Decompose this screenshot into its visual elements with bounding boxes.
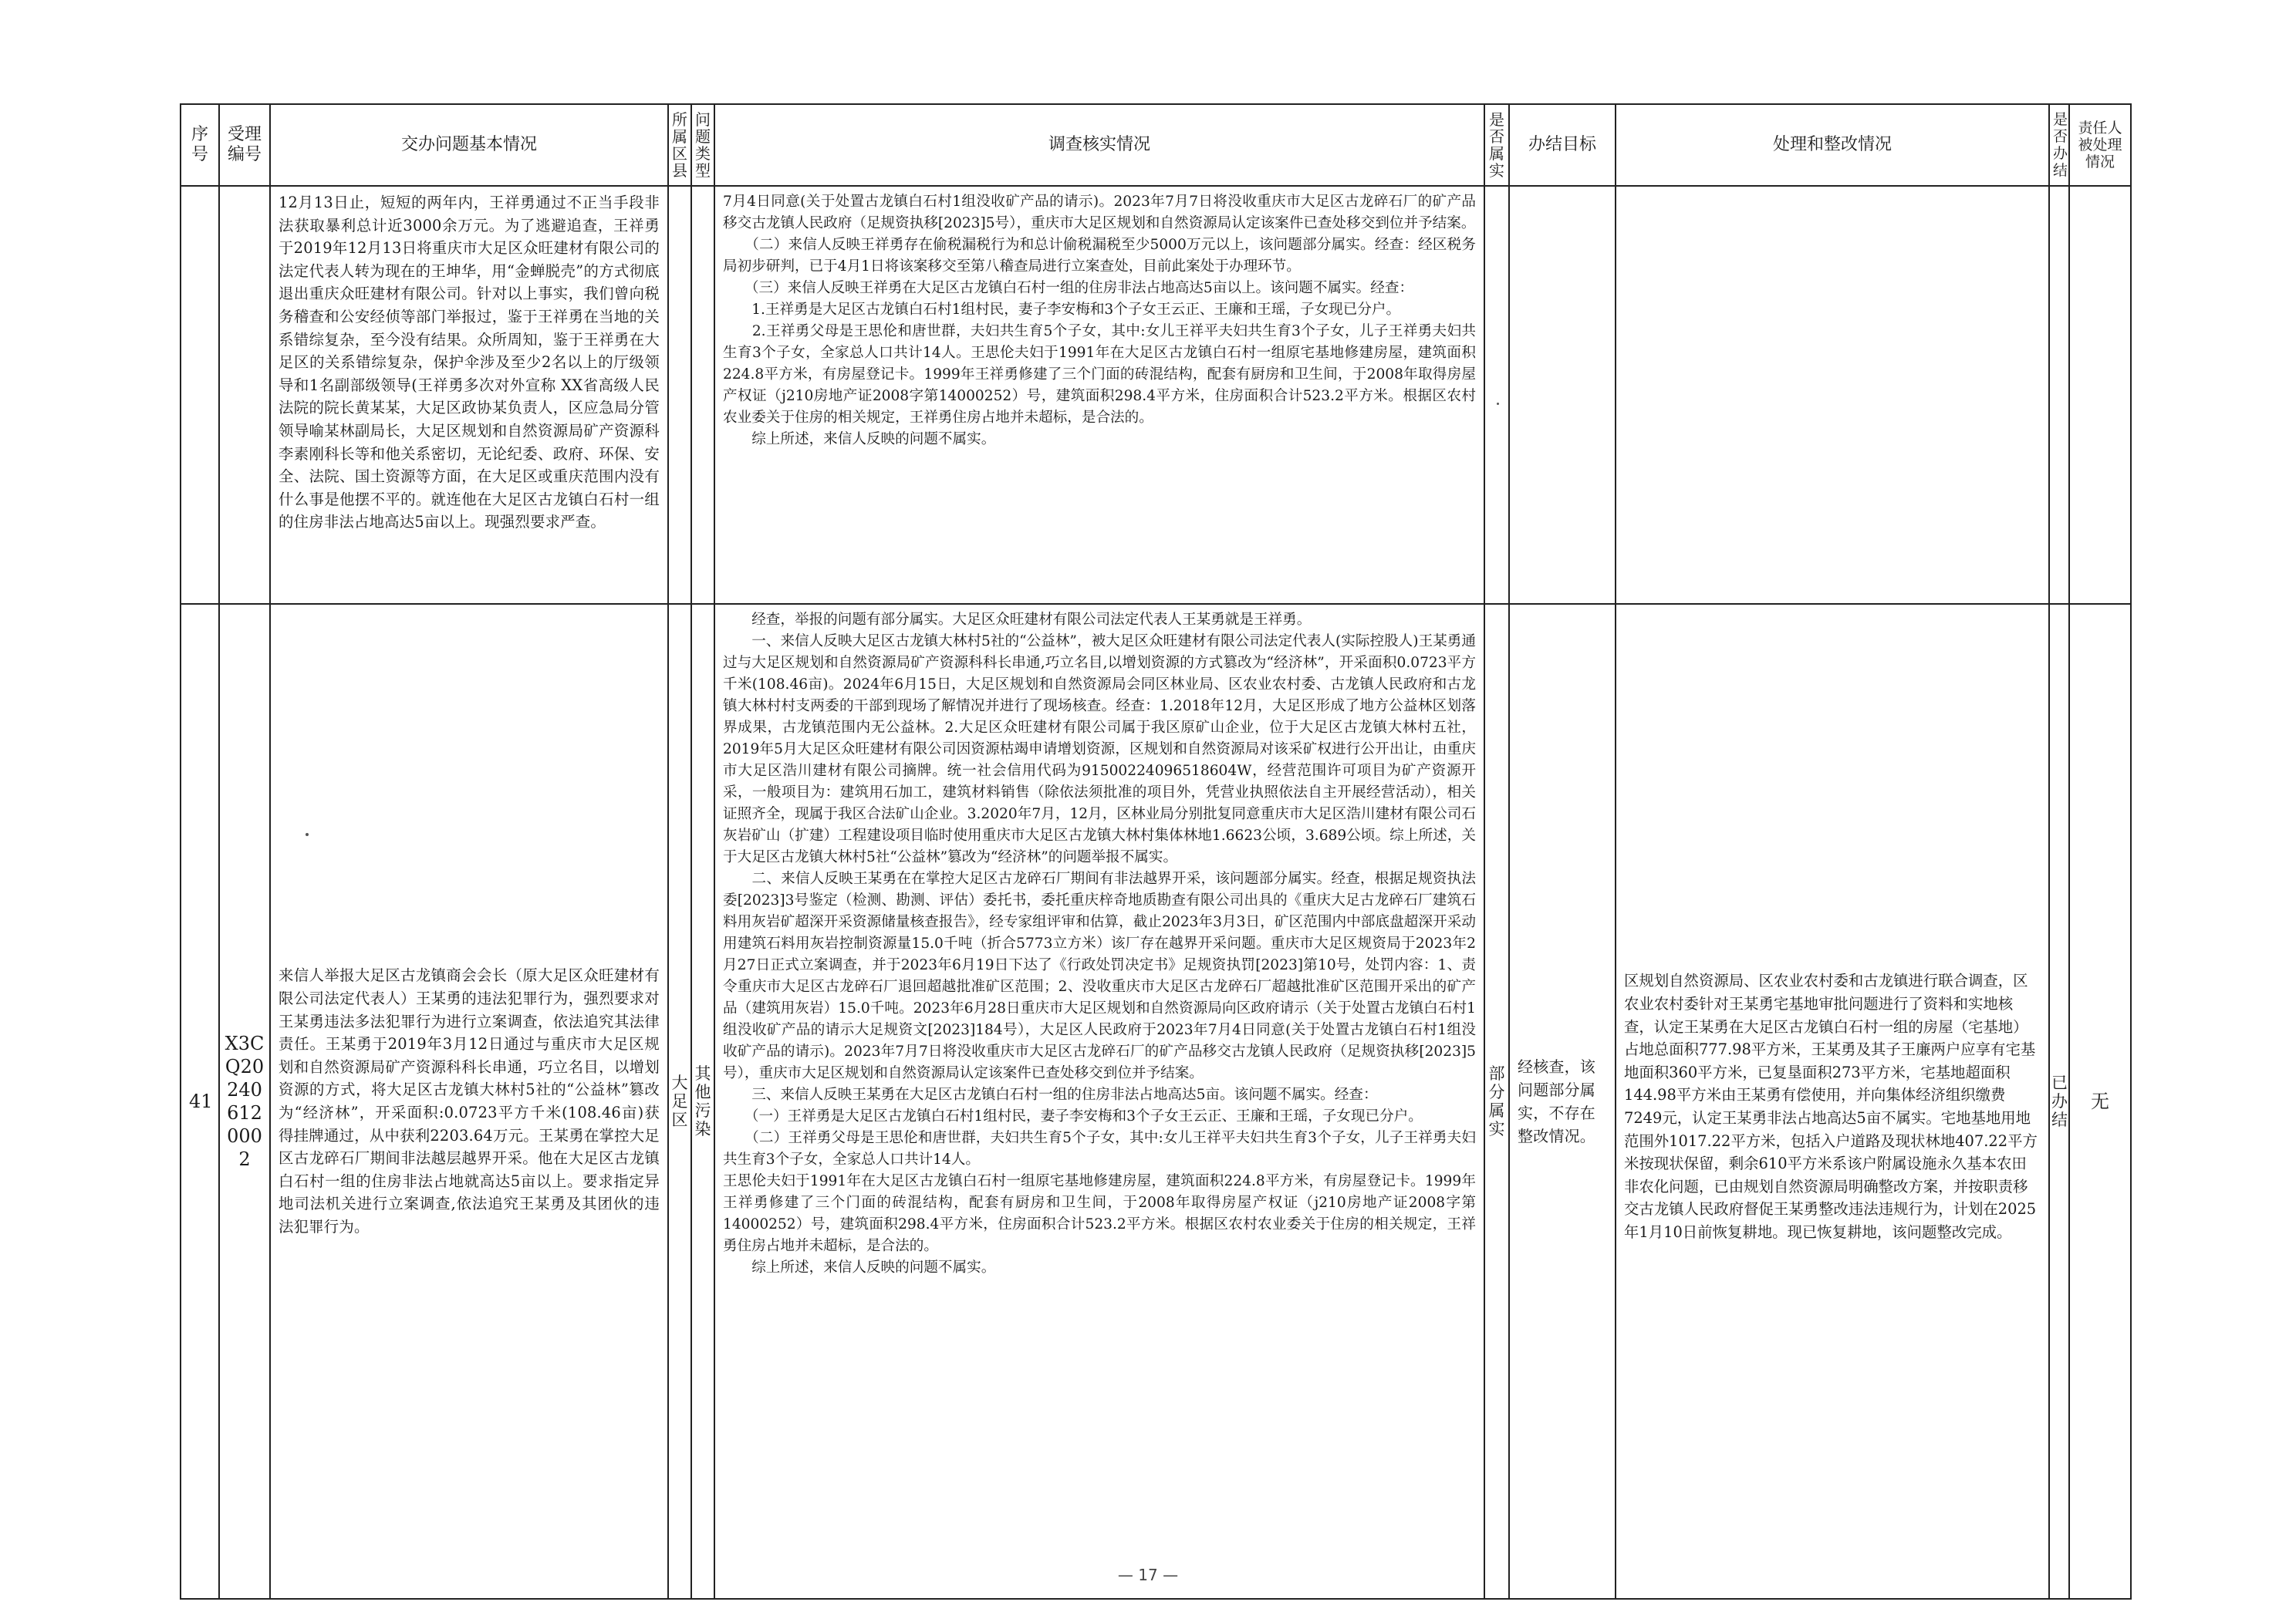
cell-goal: 经核查，该问题部分属实，不存在整改情况。 bbox=[1509, 604, 1616, 1599]
header-verified: 是否属实 bbox=[1484, 104, 1509, 186]
page-number: — 17 — bbox=[1117, 1566, 1179, 1584]
header-district: 所属区县 bbox=[668, 104, 691, 186]
cell-responsible-cont bbox=[2069, 186, 2131, 604]
cell-handling-cont bbox=[1616, 186, 2049, 604]
cell-type-cont bbox=[691, 186, 714, 604]
cell-problem: 来信人举报大足区古龙镇商会会长（原大足区众旺建材有限公司法定代表人）王某勇的违法犯罪行为，强烈要求对王某勇违法多法犯罪行为进行立案调查，依法追究其法律责任。王某勇于2019年3月12日通过与重庆市大足区规划和自然资源局矿产资源科科长串通，巧立名目，以增划资源的方式，将大足区古龙镇大林村5社的“公益林”篡改为“经济林”，开采面积:0.0723平方千米(108.46亩)获得挂牌通过，从中获利2203.64万元。王某勇在掌控大足区古龙碎石厂期间非法越层越界开采。他在大足区古龙镇白石村一组的住房非法占地就高达5亩以上。要求指定异地司法机关进行立案调查,依法追究王某勇及其团伙的违法犯罪行为。 bbox=[270, 604, 668, 1599]
cell-seq: 41 bbox=[181, 604, 219, 1599]
cell-handling: 区规划自然资源局、区农业农村委和古龙镇进行联合调查，区农业农村委针对王某勇宅基地审批问题进行了资料和实地核查，认定王某勇在大足区古龙镇白石村一组的房屋（宅基地）占地总面积777.98平方米，王某勇及其子王廉两户应享有宅基地面积360平方米，已复垦面积273平方米，宅基地超面积144.98平方米由王某勇有偿使用，并向集体经济组织缴费7249元，认定王某勇非法占地高达5亩不属实。宅地基地用地范围外1017.22平方米，包括入户道路及现状林地407.22平方米按现状保留，剩余610平方米系该户附属设施永久基本农田非农化问题，已由规划自然资源局明确整改方案，并按职责移交古龙镇人民政府督促王某勇整改违法违规行为，计划在2025年1月10日前恢复耕地。现已恢复耕地，该问题整改完成。 bbox=[1616, 604, 2049, 1599]
header-problem: 交办问题基本情况 bbox=[270, 104, 668, 186]
scan-speck bbox=[1497, 403, 1499, 405]
header-investigation: 调查核实情况 bbox=[714, 104, 1484, 186]
cell-investigation: 经查，举报的问题有部分属实。大足区众旺建材有限公司法定代表人王某勇就是王祥勇。 一、来信人反映大足区古龙镇大林村5社的“公益林”，被大足区众旺建材有限公司法定代表人(实际控股人)王某勇通过与大足区规划和自然资源局矿产资源科科长串通,巧立名目,以增划资源的方式篡改为“经济林”，开采面积0.0723平方千米(108.46亩)。2024年6月15日，大足区规划和自然资源局会同区林业局、区农业农村委、古龙镇人民政府和古龙镇大林村村支两委的干部到现场了解情况并进行了现场核查。经查：1.2018年12月，大足区形成了地方公益林区划落界成果，古龙镇范围内无公益林。2.大足区众旺建材有限公司属于我区原矿山企业，位于大足区古龙镇大林村五社，2019年5月大足区众旺建材有限公司因资源枯竭申请增划资源，区规划和自然资源局对该采矿权进行公开出让，由重庆市大足区浩川建材有限公司摘牌。统一社会信用代码为91500224096518604W，经营范围许可项目为矿产资源开采，一般项目为：建筑用石加工，建筑材料销售（除依法须批准的项目外，凭营业执照依法自主开展经营活动），相关证照齐全，现属于我区合法矿山企业。3.2020年7月，12月，区林业局分别批复同意重庆市大足区浩川建材有限公司石灰岩矿山（扩建）工程建设项目临时使用重庆市大足区古龙镇大林村集体林地1.6623公顷，3.689公顷。综上所述，关于大足区古龙镇大林村5社“公益林”篡改为“经济林”的问题举报不属实。 二、来信人反映王某勇在在掌控大足区古龙碎石厂期间有非法越界开采，该问题部分属实。经查，根据足规资执法委[2023]3号鉴定（检测、勘测、评估）委托书，委托重庆梓奇地质勘查有限公司出具的《重庆大足古龙碎石厂建筑石料用灰岩矿超深开采资源储量核查报告》，经专家组评审和估算，截止2023年3月3日，矿区范围内中部底盘超深开采动用建筑石料用灰岩控制资源量15.0千吨（折合5773立方米）该厂存在越界开采问题。重庆市大足区规资局于2023年2月27日正式立案调查，并于2023年6月19日下达了《行政处罚决定书》足规资执罚[2023]第10号，处罚内容：1、责令重庆市大足区古龙碎石厂退回超越批准矿区范围；2、没收重庆市大足区古龙碎石厂超越批准矿区范围开采出的矿产品（建筑用灰岩）15.0千吨。2023年6月28日重庆市大足区规划和自然资源局向区政府请示（关于处置古龙镇白石村1组没收矿产品的请示大足规资文[2023]184号），大足区人民政府于2023年7月4日同意(关于处置古龙镇白石村1组没收矿产品的请示)。2023年7月7日将没收重庆市大足区古龙碎石厂的矿产品移交古龙镇人民政府（足规资执移[2023]5号），重庆市大足区规划和自然资源局认定该案件已查处移交到位并予结案。 三、来信人反映王某勇在大足区古龙镇白石村一组的住房非法占地高达5亩。该问题不属实。经查： （一）王祥勇是大足区古龙镇白石村1组村民，妻子李安梅和3个子女王云正、王廉和王瑶，子女现已分户。 （二）王祥勇父母是王思伦和唐世群，夫妇共生育5个子女，其中:女儿王祥平夫妇共生育3个子女，儿子王祥勇夫妇共生育3个子女，全家总人口共计14人。 王思伦夫妇于1991年在大足区古龙镇白石村一组原宅基地修建房屋，建筑面积224.8平方米，有房屋登记卡。1999年王祥勇修建了三个门面的砖混结构，配套有厨房和卫生间，于2008年取得房屋产权证（j210房地产证2008字第14000252）号，建筑面积298.4平方米，住房面积合计523.2平方米。根据区农村农业委关于住房的相关规定，王祥勇住房占地并未超标，是合法的。 综上所述，来信人反映的问题不属实。 bbox=[714, 604, 1484, 1599]
cell-verified: 部分属实 bbox=[1484, 604, 1509, 1599]
case-table bbox=[180, 103, 2132, 1600]
table-header-row bbox=[181, 104, 2131, 186]
cell-verified-cont bbox=[1484, 186, 1509, 604]
header-done: 是否办结 bbox=[2049, 104, 2069, 186]
table-row-41 bbox=[181, 604, 2131, 1599]
header-code: 受理编号 bbox=[219, 104, 270, 186]
cell-responsible: 无 bbox=[2069, 604, 2131, 1599]
header-type: 问题类型 bbox=[691, 104, 714, 186]
cell-done-cont bbox=[2049, 186, 2069, 604]
cell-investigation-cont: 7月4日同意(关于处置古龙镇白石村1组没收矿产品的请示)。2023年7月7日将没收重庆市大足区古龙碎石厂的矿产品移交古龙镇人民政府（足规资执移[2023]5号），重庆市大足区规划和自然资源局认定该案件已查处移交到位并予结案。 （二）来信人反映王祥勇存在偷税漏税行为和总计偷税漏税至少5000万元以上，该问题部分属实。经查：经区税务局初步研判，已于4月1日将该案移交至第八稽查局进行立案查处，目前此案处于办理环节。 （三）来信人反映王祥勇在大足区古龙镇白石村一组的住房非法占地高达5亩以上。该问题不属实。经查： 1.王祥勇是大足区古龙镇白石村1组村民，妻子李安梅和3个子女王云正、王廉和王瑶，子女现已分户。 2.王祥勇父母是王思伦和唐世群，夫妇共生育5个子女，其中:女儿王祥平夫妇共生育3个子女，儿子王祥勇夫妇共生育3个子女，全家总人口共计14人。王思伦夫妇于1991年在大足区古龙镇白石村一组原宅基地修建房屋，建筑面积224.8平方米，有房屋登记卡。1999年王祥勇修建了三个门面的砖混结构，配套有厨房和卫生间，于2008年取得房屋产权证（j210房地产证2008字第14000252）号，建筑面积298.4平方米，住房面积合计523.2平方米。根据区农村农业委关于住房的相关规定，王祥勇住房占地并未超标，是合法的。 综上所述，来信人反映的问题不属实。 bbox=[714, 186, 1484, 604]
cell-done: 已办结 bbox=[2049, 604, 2069, 1599]
table-row-continued bbox=[181, 186, 2131, 604]
cell-goal-cont bbox=[1509, 186, 1616, 604]
cell-district-cont bbox=[668, 186, 691, 604]
header-seq: 序号 bbox=[181, 104, 219, 186]
cell-problem-cont: 12月13日止，短短的两年内，王祥勇通过不正当手段非法获取暴利总计近3000余万元。为了逃避追查，王祥勇于2019年12月13日将重庆市大足区众旺建材有限公司的法定代表人转为现在的王坤华，用“金蝉脱壳”的方式彻底退出重庆众旺建材有限公司。针对以上事实，我们曾向税务稽查和公安经侦等部门举报过，鉴于王祥勇在当地的关系错综复杂，至今没有结果。众所周知，鉴于王祥勇在大足区的关系错综复杂，保护伞涉及至少2名以上的厅级领导和1名副部级领导(王祥勇多次对外宣称 XX省高级人民法院的院长黄某某，大足区政协某负责人，区应急局分管领导喻某林副局长，大足区规划和自然资源局矿产资源科李素刚科长等和他关系密切，无论纪委、政府、环保、安全、法院、国土资源等方面，在大足区或重庆范围内没有什么事是他摆不平的。就连他在大足区古龙镇白石村一组的住房非法占地高达5亩以上。现强烈要求严查。 bbox=[270, 186, 668, 604]
header-goal: 办结目标 bbox=[1509, 104, 1616, 186]
cell-type: 其他污染 bbox=[691, 604, 714, 1599]
header-responsible: 责任人被处理情况 bbox=[2069, 104, 2131, 186]
scan-speck bbox=[306, 833, 309, 836]
header-handling: 处理和整改情况 bbox=[1616, 104, 2049, 186]
cell-district: 大足区 bbox=[668, 604, 691, 1599]
cell-code-cont bbox=[219, 186, 270, 604]
cell-seq-cont bbox=[181, 186, 219, 604]
cell-code: X3CQ20240612 0002 bbox=[219, 604, 270, 1599]
